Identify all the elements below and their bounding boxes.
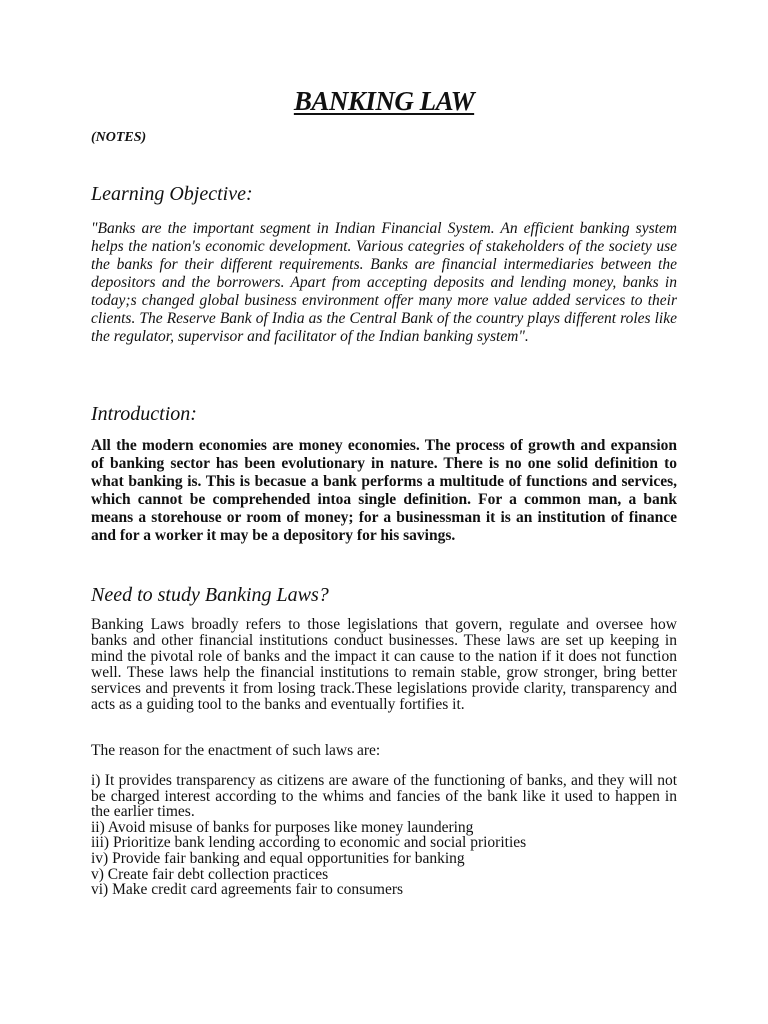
introduction-heading: Introduction: — [91, 403, 197, 425]
reason-intro: The reason for the enactment of such laws are: — [91, 742, 381, 759]
need-heading: Need to study Banking Laws? — [91, 584, 329, 606]
need-text: Banking Laws broadly refers to those legislations that govern, regulate and oversee how banks and other financial institutions conduct businesses. These laws are set up keeping in mind the pivotal role of banks and the impact it can cause to the nation if it does not function well. These laws help the financial institutions to remain stable, grow stronger, bring better services and prevents it from losing track.These legislations provide clarity, transparency and acts as a guiding tool to the banks and eventually fortifies it. — [91, 616, 677, 713]
list-item: iii) Prioritize bank lending according to economic and social priorities — [91, 834, 527, 852]
notes-label: (NOTES) — [91, 130, 147, 145]
learning-objective-heading: Learning Objective: — [91, 183, 253, 205]
document-title: BANKING LAW — [293, 86, 475, 116]
list-item: i) It provides transparency as citizens are aware of the functioning of banks, and they will not be charged interest according to the whims and fancies of the bank like it used to happen in the earlier times. — [91, 772, 677, 821]
introduction-text: All the modern economies are money economies. The process of growth and expansion of banking sector has been evolutionary in nature. There is no one solid definition to what banking is. This is becasue a bank performs a multitude of functions and services, which cannot be comprehended intoa single definition. For a common man, a bank means a storehouse or room of money; for a businessman it is an institution of finance and for a worker it may be a depository for his savings. — [91, 437, 677, 544]
list-item: ii) Avoid misuse of banks for purposes like money laundering — [91, 818, 474, 836]
list-item: iv) Provide fair banking and equal opportunities for banking — [91, 849, 465, 867]
learning-objective-text: "Banks are the important segment in Indian Financial System. An efficient banking system helps the nation's economic development. Various categries of stakeholders of the society use the banks for their different requirements. Banks are financial intermediaries between the depositors and the borrowers. Apart from accepting deposits and lending money, banks in today;s changed global business environment offer many more value added services to their clients. The Reserve Bank of India as the Central Bank of the country plays different roles like the regulator, supervisor and facilitator of the Indian banking system". — [91, 220, 677, 345]
reasons-list — [91, 773, 677, 898]
list-item: vi) Make credit card agreements fair to consumers — [91, 881, 404, 899]
list-item: v) Create fair debt collection practices — [91, 865, 329, 883]
